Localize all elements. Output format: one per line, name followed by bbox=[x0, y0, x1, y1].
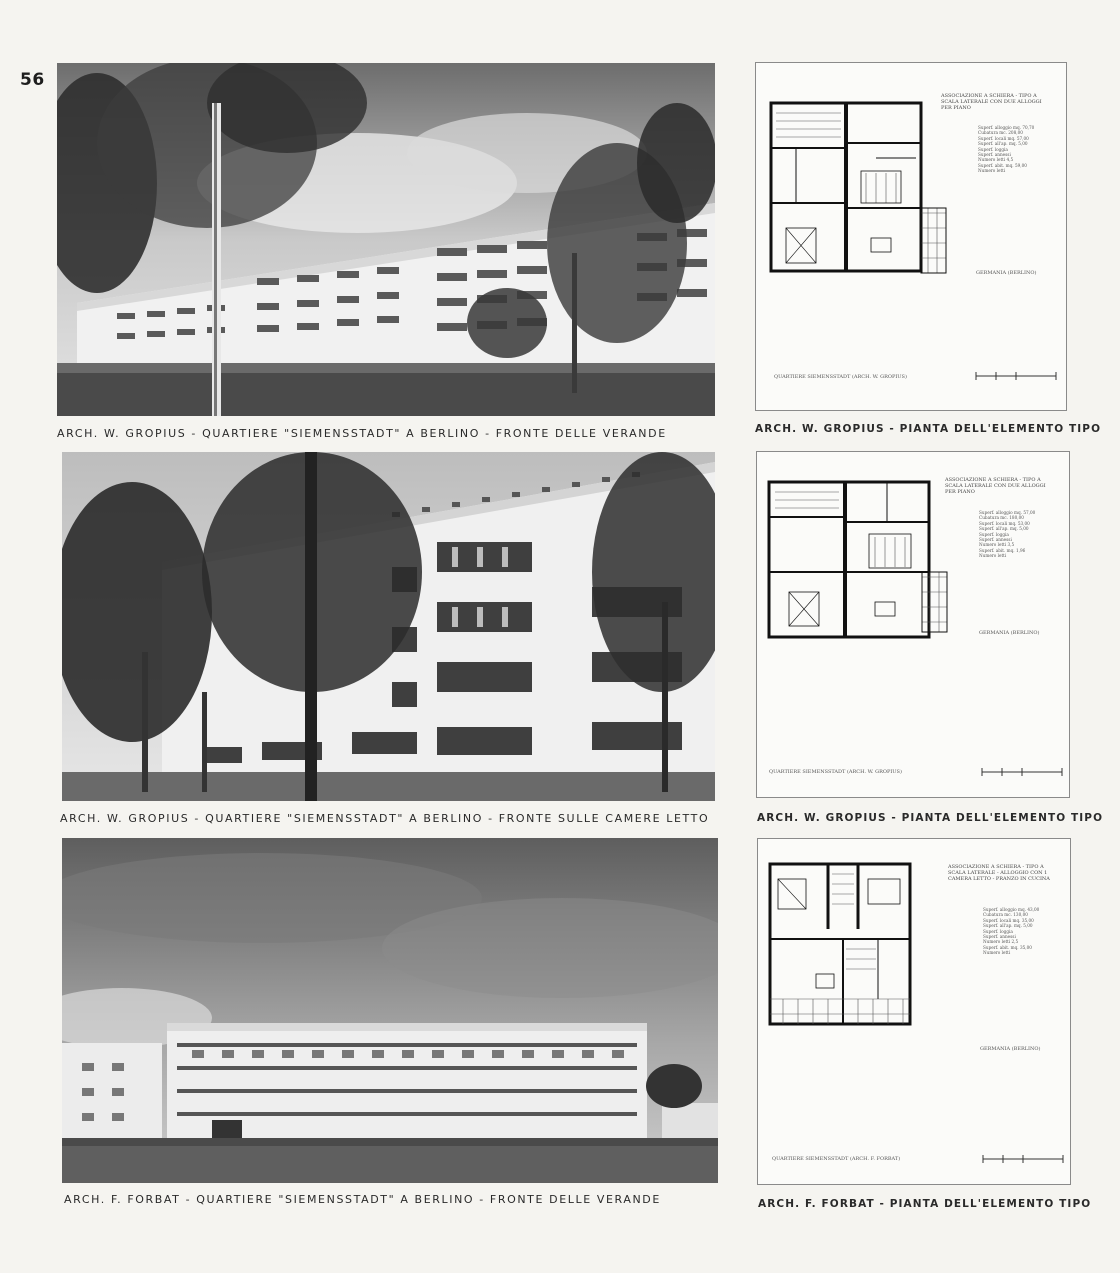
plan-1-note: ASSOCIAZIONE A SCHIERA - TIPO A SCALA LATERALE CON DUE ALLOGGI PER PIANO bbox=[941, 93, 1042, 111]
legend-row: Superf. alloggio mq. 57,00 bbox=[979, 510, 1036, 515]
plan-1-legend bbox=[978, 125, 1058, 174]
legend-row: Superf. annessi bbox=[979, 537, 1012, 543]
legend-row: Superf. all'ap. mq. 5,00 bbox=[979, 526, 1029, 532]
photo-gropius-camere-letto-image bbox=[62, 452, 715, 801]
photo-caption-1: ARCH. W. GROPIUS - QUARTIERE "SIEMENSSTADT" A BERLINO - FRONTE DELLE VERANDE bbox=[57, 427, 667, 440]
legend-row: Superf. alloggio mq. 70,70 bbox=[978, 125, 1035, 130]
legend-row: Numero letti 4,5 bbox=[978, 157, 1014, 163]
legend-row: Superf. locali mq. 53,00 bbox=[979, 520, 1030, 526]
plan-3-footer: QUARTIERE SIEMENSSTADT (ARCH. F. FORBAT) bbox=[772, 1156, 901, 1162]
legend-row: Superf. abit. mq. 35,00 bbox=[983, 944, 1032, 950]
plan-2-region: GERMANIA (BERLINO) bbox=[979, 630, 1040, 636]
plan-1-region: GERMANIA (BERLINO) bbox=[976, 270, 1037, 276]
legend-row: Numero letti bbox=[978, 168, 1006, 174]
legend-row: Superf. annessi bbox=[983, 934, 1016, 940]
floor-plan-1 bbox=[755, 62, 1067, 411]
floor-plan-2 bbox=[756, 451, 1070, 798]
legend-row: Cubatura mc. 208,00 bbox=[978, 130, 1023, 136]
plan-2-legend bbox=[979, 510, 1059, 559]
plan-2-note: ASSOCIAZIONE A SCHIERA - TIPO A SCALA LATERALE CON DUE ALLOGGI PER PIANO bbox=[945, 477, 1046, 495]
floor-plan-3 bbox=[757, 838, 1071, 1185]
legend-row: Superf. locali mq. 57,00 bbox=[978, 135, 1029, 141]
photo-forbat-verande-image bbox=[62, 838, 718, 1183]
legend-row: Superf. abit. mq. 59,00 bbox=[978, 162, 1027, 168]
legend-row: Superf. loggia bbox=[983, 928, 1013, 934]
photo-caption-2: ARCH. W. GROPIUS - QUARTIERE "SIEMENSSTADT" A BERLINO - FRONTE SULLE CAMERE LETTO bbox=[60, 812, 710, 825]
floor-plan-1-drawing bbox=[756, 63, 1068, 412]
floor-plan-3-drawing bbox=[758, 839, 1072, 1186]
plan-caption-1: ARCH. W. GROPIUS - PIANTA DELL'ELEMENTO TIPO bbox=[755, 423, 1102, 435]
legend-row: Superf. alloggio mq. 43,00 bbox=[983, 907, 1040, 912]
legend-row: Numero letti 2,5 bbox=[983, 939, 1019, 945]
page-number: 56 bbox=[20, 70, 45, 90]
legend-row: Superf. annessi bbox=[978, 152, 1011, 158]
legend-row: Superf. loggia bbox=[979, 531, 1009, 537]
plan-caption-3: ARCH. F. FORBAT - PIANTA DELL'ELEMENTO TIPO bbox=[758, 1198, 1092, 1210]
legend-row: Superf. loggia bbox=[978, 146, 1008, 152]
legend-row: Cubatura mc. 180,00 bbox=[979, 515, 1024, 521]
plan-2-footer: QUARTIERE SIEMENSSTADT (ARCH. W. GROPIUS) bbox=[769, 769, 902, 775]
photo-gropius-camere-letto bbox=[62, 452, 715, 801]
legend-row: Superf. locali mq. 35,00 bbox=[983, 917, 1034, 923]
legend-row: Numero letti bbox=[983, 950, 1011, 956]
legend-row: Numero letti bbox=[979, 553, 1007, 559]
floor-plan-2-drawing bbox=[757, 452, 1071, 799]
photo-caption-3: ARCH. F. FORBAT - QUARTIERE "SIEMENSSTADT" A BERLINO - FRONTE DELLE VERANDE bbox=[64, 1193, 661, 1206]
plan-3-region: GERMANIA (BERLINO) bbox=[980, 1046, 1041, 1052]
photo-gropius-verande-image bbox=[57, 63, 715, 416]
plan-3-note: ASSOCIAZIONE A SCHIERA - TIPO A SCALA LATERALE - ALLOGGIO CON 1 CAMERA LETTO - PRANZO IN CUCINA bbox=[948, 864, 1050, 882]
legend-row: Superf. all'ap. mq. 5,00 bbox=[983, 923, 1033, 929]
plan-1-footer: QUARTIERE SIEMENSSTADT (ARCH. W. GROPIUS) bbox=[774, 374, 907, 380]
plan-caption-2: ARCH. W. GROPIUS - PIANTA DELL'ELEMENTO TIPO bbox=[757, 812, 1104, 824]
legend-row: Superf. all'ap. mq. 5,00 bbox=[978, 141, 1028, 147]
legend-row: Numero letti 3,5 bbox=[979, 542, 1015, 548]
photo-forbat-verande bbox=[62, 838, 718, 1183]
photo-gropius-verande bbox=[57, 63, 715, 416]
plan-3-legend bbox=[983, 907, 1063, 956]
legend-row: Cubatura mc. 130,00 bbox=[983, 912, 1028, 918]
legend-row: Superf. abit. mq. 1,96 bbox=[979, 547, 1026, 553]
